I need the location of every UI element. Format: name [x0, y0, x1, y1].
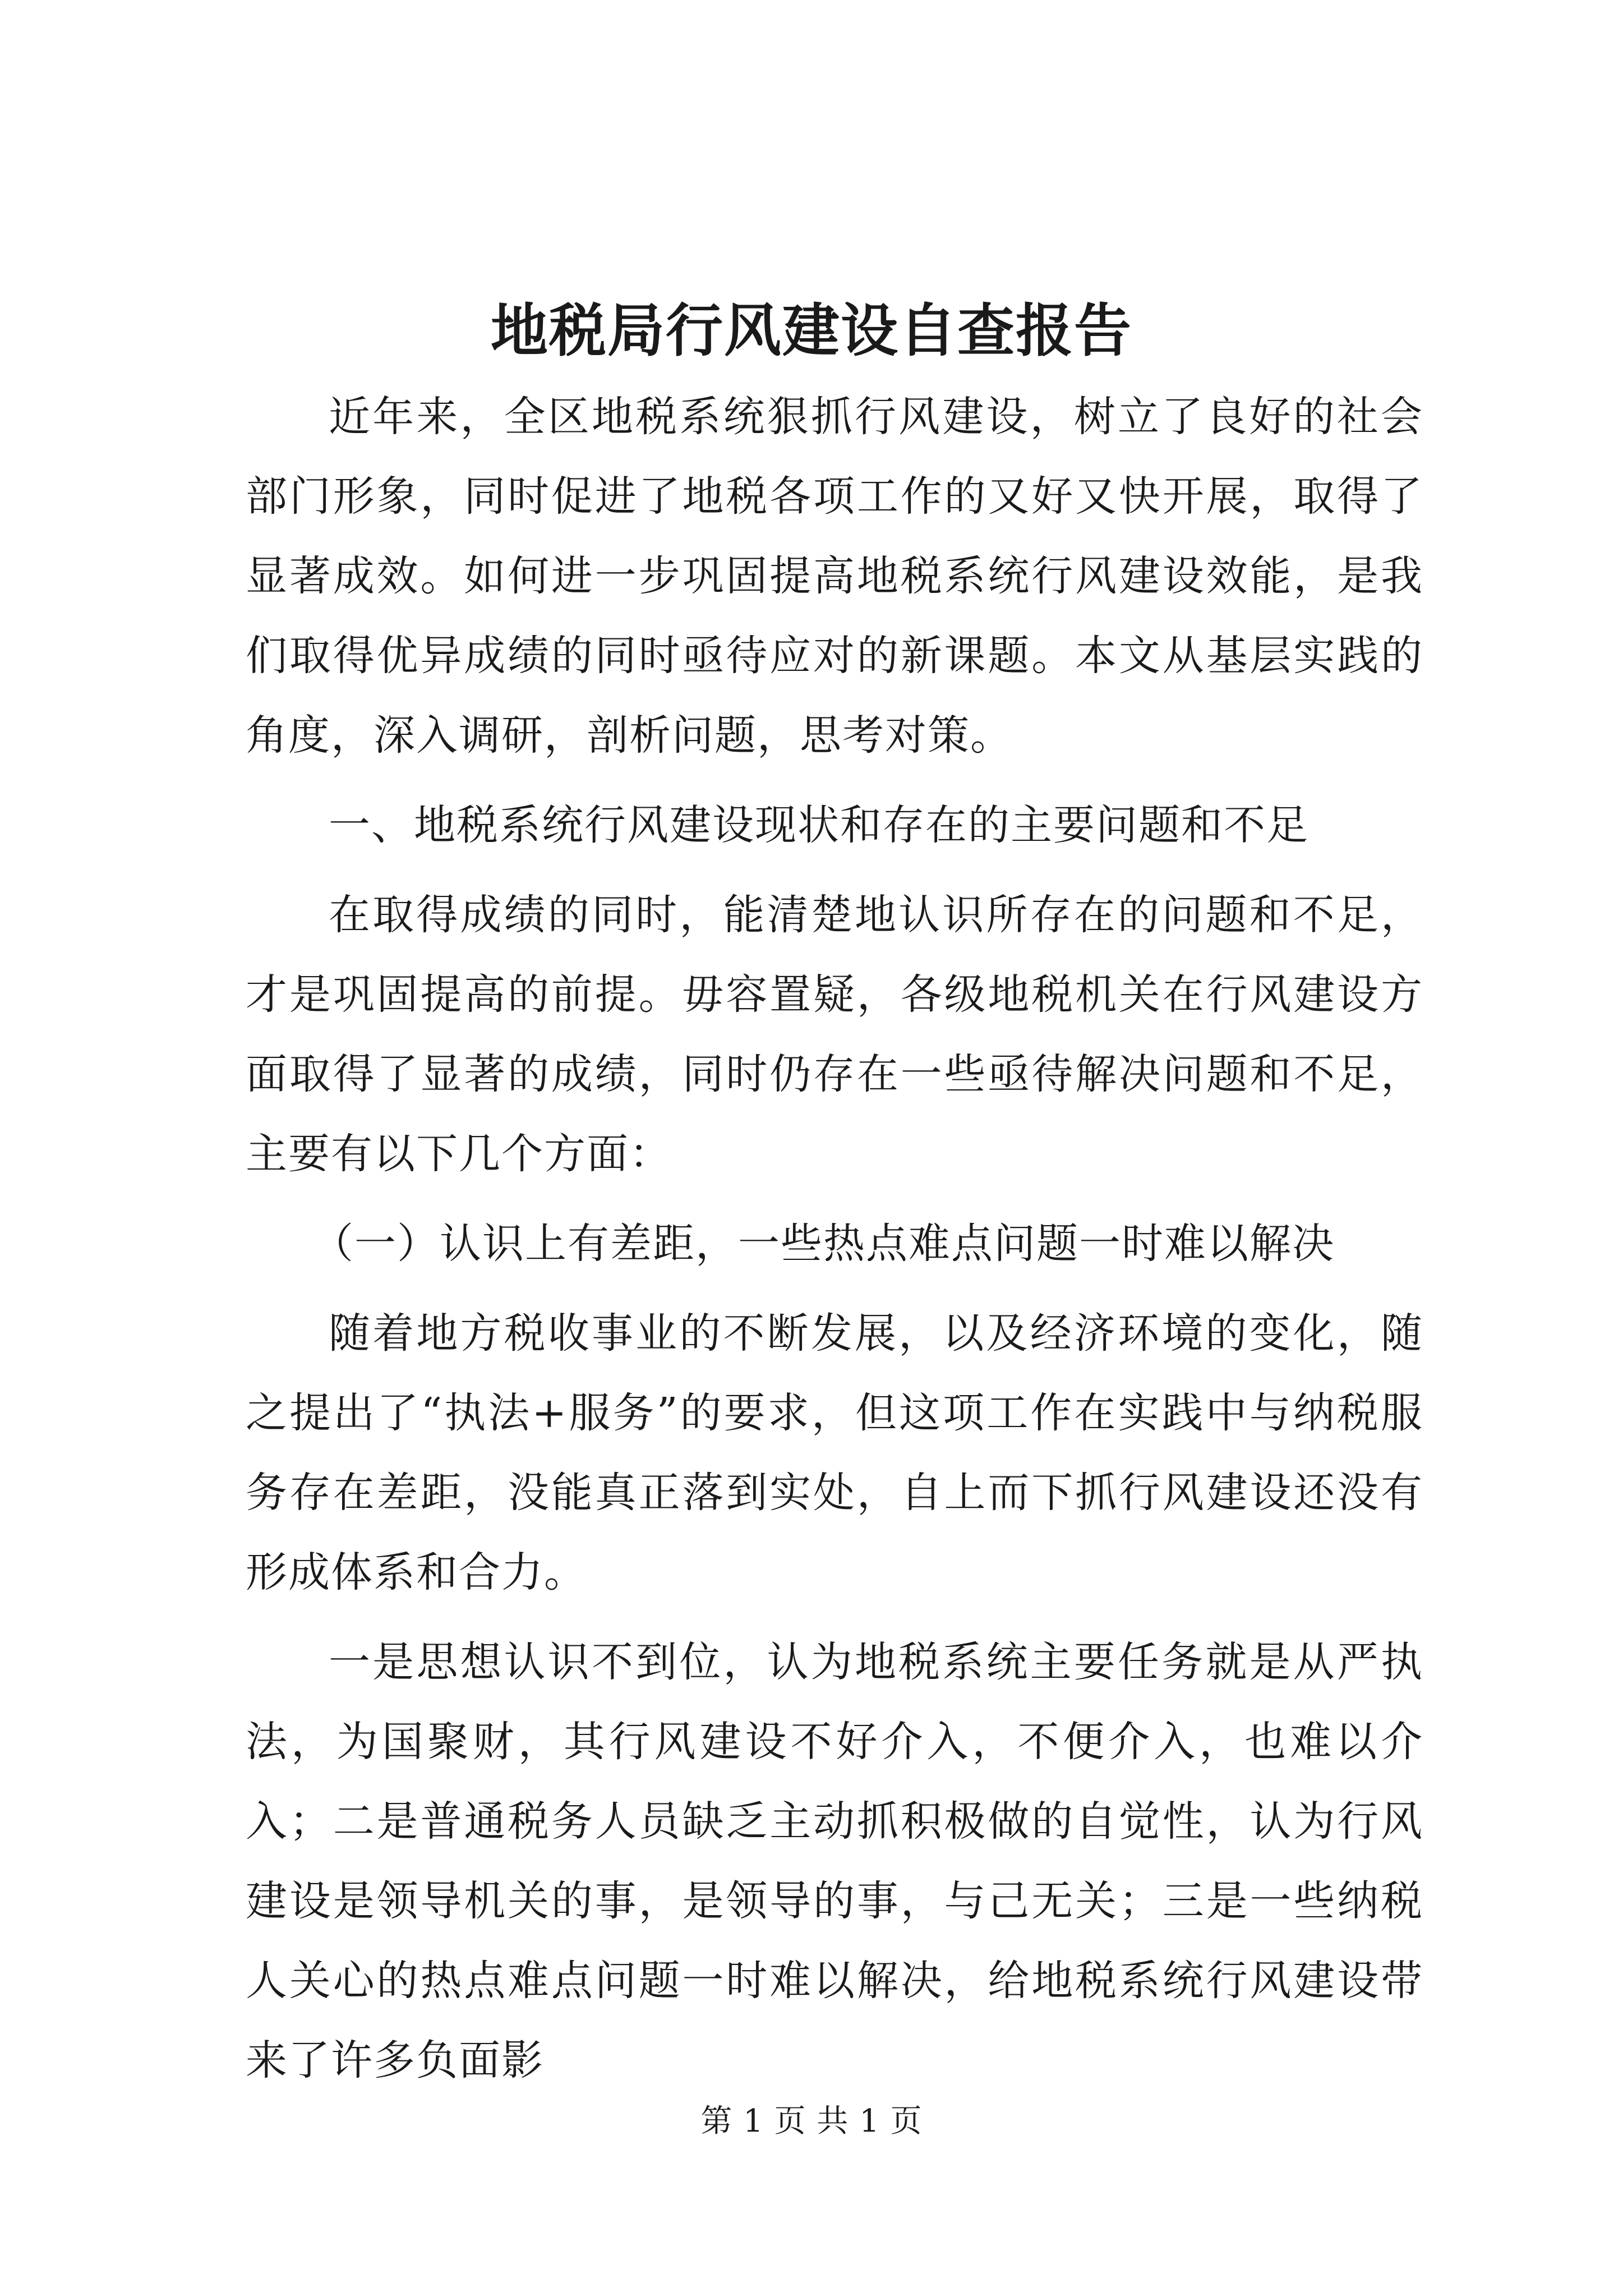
subsection-1-points-paragraph: 一是思想认识不到位，认为地税系统主要任务就是从严执法，为国聚财，其行风建设不好介入，不便介入，也难以介入；二是普通税务人员缺乏主动抓积极做的自觉性，认为行风建设是领导机关的事，是领导的事，与己无关；三是一些纳税人关心的热点难点问题一时难以解决，给地税系统行风建设带来了许多负面影 — [246, 1638, 1423, 2085]
subsection-1-paragraph: 随着地方税收事业的不断发展，以及经济环境的变化，随之提出了“执法+服务”的要求，但这项工作在实践中与纳税服务存在差距，没能真正落到实处，自上而下抓行风建设还没有形成体系和合力。 — [246, 1309, 1423, 1596]
intro-paragraph: 近年来，全区地税系统狠抓行风建设，树立了良好的社会部门形象，同时促进了地税各项工作的又好又快开展，取得了显著成效。如何进一步巩固提高地税系统行风建设效能，是我们取得优异成绩的同时亟待应对的新课题。本文从基层实践的角度，深入调研，剖析问题，思考对策。 — [246, 393, 1423, 760]
section-heading-1: 一、地税系统行风建设现状和存在的主要问题和不足 — [329, 801, 1309, 849]
document-body — [246, 377, 1423, 2110]
page-footer: 第 1 页 共 1 页 — [700, 2103, 923, 2139]
document-title: 地税局行风建设自查报告 — [491, 297, 1132, 365]
section-1-paragraph: 在取得成绩的同时，能清楚地认识所存在的问题和不足，才是巩固提高的前提。毋容置疑，各级地税机关在行风建设方面取得了显著的成绩，同时仍存在一些亟待解决问题和不足，主要有以下几个方面： — [246, 891, 1423, 1178]
subsection-heading-1: （一）认识上有差距，一些热点难点问题一时难以解决 — [312, 1220, 1335, 1268]
